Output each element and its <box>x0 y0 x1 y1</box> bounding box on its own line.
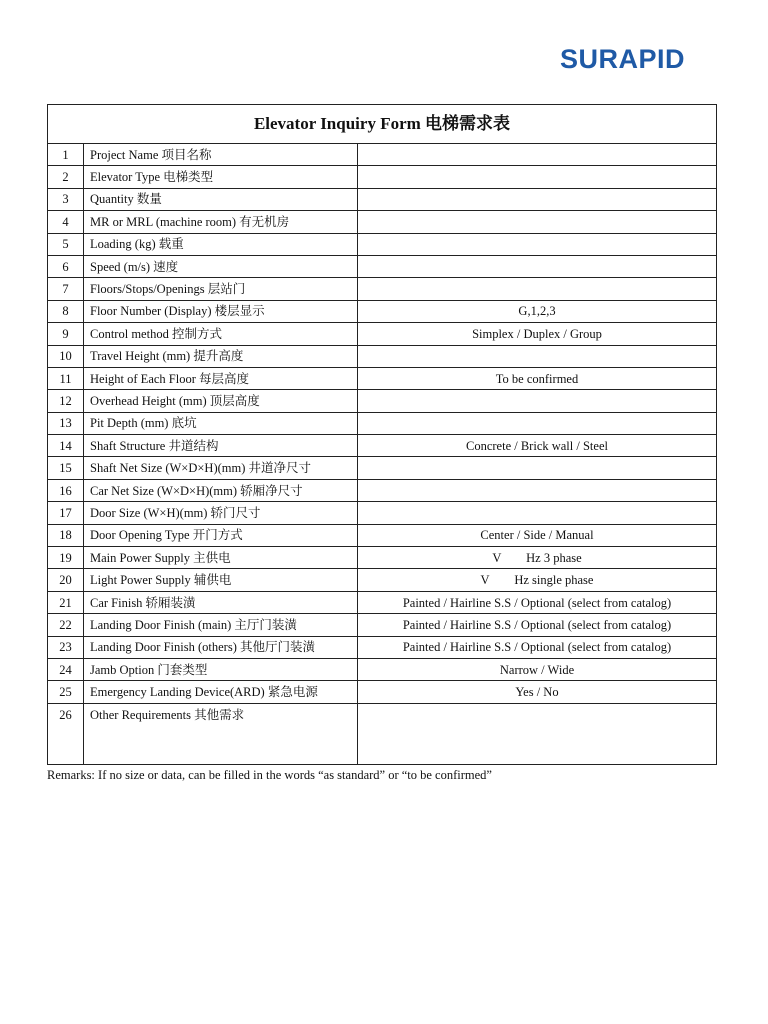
row-label: Door Opening Type 开门方式 <box>84 524 358 546</box>
row-number: 24 <box>48 658 84 680</box>
elevator-inquiry-form <box>47 104 717 765</box>
row-value-field[interactable]: Painted / Hairline S.S / Optional (select from catalog) <box>358 591 717 613</box>
row-label: Floors/Stops/Openings 层站门 <box>84 278 358 300</box>
row-value-field[interactable] <box>358 703 717 764</box>
row-value-field[interactable] <box>358 345 717 367</box>
row-number: 18 <box>48 524 84 546</box>
row-value-field[interactable] <box>358 457 717 479</box>
form-row <box>48 300 717 322</box>
row-label: Landing Door Finish (others) 其他厅门装潢 <box>84 636 358 658</box>
row-label: Landing Door Finish (main) 主厅门装潢 <box>84 614 358 636</box>
row-number: 5 <box>48 233 84 255</box>
row-label: Pit Depth (mm) 底坑 <box>84 412 358 434</box>
form-row <box>48 144 717 166</box>
row-label: Control method 控制方式 <box>84 323 358 345</box>
row-label: MR or MRL (machine room) 有无机房 <box>84 211 358 233</box>
row-label: Shaft Structure 井道结构 <box>84 435 358 457</box>
form-row <box>48 457 717 479</box>
row-label: Other Requirements 其他需求 <box>84 703 358 764</box>
row-value-field[interactable]: To be confirmed <box>358 367 717 389</box>
row-number: 3 <box>48 188 84 210</box>
row-value-field[interactable]: V Hz single phase <box>358 569 717 591</box>
row-value-field[interactable] <box>358 166 717 188</box>
form-row <box>48 614 717 636</box>
row-value-field[interactable] <box>358 233 717 255</box>
row-value-field[interactable]: Yes / No <box>358 681 717 703</box>
form-row <box>48 390 717 412</box>
row-value-field[interactable] <box>358 255 717 277</box>
row-number: 23 <box>48 636 84 658</box>
row-label: Travel Height (mm) 提升高度 <box>84 345 358 367</box>
row-number: 10 <box>48 345 84 367</box>
form-row <box>48 367 717 389</box>
row-label: Speed (m/s) 速度 <box>84 255 358 277</box>
row-label: Door Size (W×H)(mm) 轿门尺寸 <box>84 502 358 524</box>
form-row <box>48 524 717 546</box>
form-row <box>48 547 717 569</box>
form-row <box>48 188 717 210</box>
row-value-field[interactable] <box>358 390 717 412</box>
form-title-row <box>48 105 717 144</box>
row-number: 15 <box>48 457 84 479</box>
form-row <box>48 166 717 188</box>
row-value-field[interactable]: V Hz 3 phase <box>358 547 717 569</box>
row-value-field[interactable] <box>358 278 717 300</box>
row-number: 4 <box>48 211 84 233</box>
form-row <box>48 345 717 367</box>
row-label: Car Net Size (W×D×H)(mm) 轿厢净尺寸 <box>84 479 358 501</box>
row-number: 14 <box>48 435 84 457</box>
row-number: 13 <box>48 412 84 434</box>
row-number: 21 <box>48 591 84 613</box>
form-row <box>48 636 717 658</box>
row-value-field[interactable]: G,1,2,3 <box>358 300 717 322</box>
row-label: Jamb Option 门套类型 <box>84 658 358 680</box>
form-row <box>48 658 717 680</box>
row-label: Main Power Supply 主供电 <box>84 547 358 569</box>
form-row <box>48 323 717 345</box>
form-title: Elevator Inquiry Form 电梯需求表 <box>48 105 717 144</box>
form-row <box>48 502 717 524</box>
row-number: 9 <box>48 323 84 345</box>
row-label: Height of Each Floor 每层高度 <box>84 367 358 389</box>
remarks-note: Remarks: If no size or data, can be filled in the words “as standard” or “to be confirmed” <box>47 768 492 782</box>
row-value-field[interactable]: Concrete / Brick wall / Steel <box>358 435 717 457</box>
row-number: 17 <box>48 502 84 524</box>
row-label: Elevator Type 电梯类型 <box>84 166 358 188</box>
row-value-field[interactable] <box>358 188 717 210</box>
row-label: Project Name 项目名称 <box>84 144 358 166</box>
row-value-field[interactable] <box>358 144 717 166</box>
form-row <box>48 681 717 703</box>
row-value-field[interactable] <box>358 412 717 434</box>
form-row <box>48 211 717 233</box>
row-value-field[interactable]: Simplex / Duplex / Group <box>358 323 717 345</box>
row-number: 12 <box>48 390 84 412</box>
row-number: 2 <box>48 166 84 188</box>
form-row <box>48 233 717 255</box>
row-value-field[interactable]: Painted / Hairline S.S / Optional (select from catalog) <box>358 636 717 658</box>
row-value-field[interactable] <box>358 479 717 501</box>
row-number: 7 <box>48 278 84 300</box>
form-row <box>48 278 717 300</box>
row-value-field[interactable]: Center / Side / Manual <box>358 524 717 546</box>
form-row <box>48 255 717 277</box>
row-number: 1 <box>48 144 84 166</box>
row-number: 16 <box>48 479 84 501</box>
form-row <box>48 435 717 457</box>
form-row <box>48 479 717 501</box>
row-label: Light Power Supply 辅供电 <box>84 569 358 591</box>
row-value-field[interactable] <box>358 502 717 524</box>
row-label: Car Finish 轿厢装潢 <box>84 591 358 613</box>
form-row <box>48 412 717 434</box>
row-label: Shaft Net Size (W×D×H)(mm) 井道净尺寸 <box>84 457 358 479</box>
row-label: Floor Number (Display) 楼层显示 <box>84 300 358 322</box>
row-label: Emergency Landing Device(ARD) 紧急电源 <box>84 681 358 703</box>
row-value-field[interactable] <box>358 211 717 233</box>
row-number: 8 <box>48 300 84 322</box>
row-number: 20 <box>48 569 84 591</box>
row-number: 11 <box>48 367 84 389</box>
form-row <box>48 591 717 613</box>
row-value-field[interactable]: Painted / Hairline S.S / Optional (select from catalog) <box>358 614 717 636</box>
row-number: 25 <box>48 681 84 703</box>
row-label: Quantity 数量 <box>84 188 358 210</box>
form-row <box>48 569 717 591</box>
row-label: Loading (kg) 载重 <box>84 233 358 255</box>
row-number: 26 <box>48 703 84 764</box>
row-value-field[interactable]: Narrow / Wide <box>358 658 717 680</box>
row-number: 22 <box>48 614 84 636</box>
company-logo: SURAPID <box>560 44 686 74</box>
form-row <box>48 703 717 764</box>
row-number: 6 <box>48 255 84 277</box>
row-label: Overhead Height (mm) 顶层高度 <box>84 390 358 412</box>
row-number: 19 <box>48 547 84 569</box>
